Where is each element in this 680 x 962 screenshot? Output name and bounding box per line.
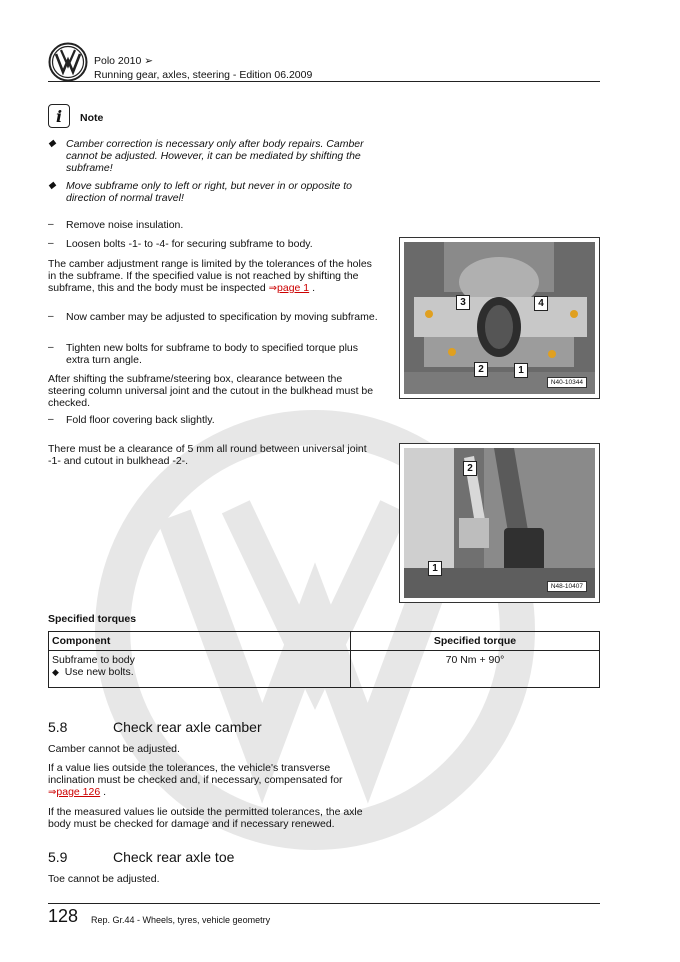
header-model: Polo 2010 ➢ [94, 55, 154, 67]
step-text: Fold floor covering back slightly. [66, 414, 215, 426]
footer-text: Rep. Gr.44 - Wheels, tyres, vehicle geometry [91, 915, 271, 925]
callout-label: 1 [514, 363, 528, 378]
section-number: 5.9 [48, 849, 68, 865]
section-paragraph: If the measured values lie outside the permitted tolerances, the axle body must be checked for damage and if necessary renewed. [48, 806, 363, 830]
figure-code: N40-10344 [547, 377, 587, 388]
universal-joint-figure [399, 443, 600, 603]
table-header-cell: Component [49, 632, 351, 651]
table-header-row [49, 632, 600, 651]
after-shifting-paragraph: After shifting the subframe/steering box, clearance between the steering column universal joint and the cutout in the bulkhead must be checked. [48, 373, 374, 409]
section-paragraph: Toe cannot be adjusted. [48, 873, 160, 885]
note-bullet [48, 138, 378, 174]
note-bullet-text: Camber correction is necessary only after body repairs. Camber cannot be adjusted. However, it can be mediated by shifting the subframe! [66, 138, 364, 174]
page-link[interactable]: page 1 [277, 282, 310, 294]
header-manual-title: Running gear, axles, steering - Edition 06.2009 [94, 69, 313, 81]
note-bullet [48, 180, 378, 204]
callout-label: 4 [534, 296, 548, 311]
subframe-bolts-figure [399, 237, 600, 399]
table-cell-component: Subframe to body ◆ Use new bolts. [49, 651, 351, 688]
table-cell-torque: 70 Nm + 90° [351, 651, 600, 688]
torques-title: Specified torques [48, 613, 137, 625]
step-text: Now camber may be adjusted to specification by moving subframe. [66, 311, 378, 323]
vw-logo [48, 42, 88, 82]
footer-divider [48, 903, 600, 904]
camber-range-paragraph: The camber adjustment range is limited by the tolerances of the holes in the subframe. If the specified value is not reached by shifting the subframe, this and the body must be inspected ⇒page 1 . [48, 258, 372, 294]
note-bullet-text: Move subframe only to left or right, but never in or opposite to direction of normal travel! [66, 180, 352, 204]
page-link[interactable]: page 126 [56, 786, 101, 798]
section-title: Check rear axle camber [113, 719, 262, 735]
callout-label: 2 [474, 362, 488, 377]
diamond-bullet-icon: ◆ [52, 667, 59, 677]
diamond-bullet-icon: ◆ [48, 138, 56, 149]
subframe-illustration [404, 242, 595, 394]
torques-table [48, 631, 600, 688]
callout-label: 1 [428, 561, 442, 576]
section-number: 5.8 [48, 719, 68, 735]
section-paragraph: Camber cannot be adjusted. [48, 743, 180, 755]
callout-label: 2 [463, 461, 477, 476]
info-icon: i [48, 104, 70, 128]
header-divider [48, 81, 600, 82]
table-row [49, 651, 600, 688]
link-arrow-icon: ⇒ [48, 787, 57, 798]
section-title: Check rear axle toe [113, 849, 235, 865]
step-text: Tighten new bolts for subframe to body to specified torque plus extra turn angle. [66, 342, 359, 366]
table-header-cell: Specified torque [351, 632, 600, 651]
clearance-paragraph: There must be a clearance of 5 mm all round between universal joint -1- and cutout in bulkhead -2-. [48, 443, 367, 467]
step-text: Loosen bolts -1- to -4- for securing subframe to body. [66, 238, 313, 250]
page-number: 128 [48, 906, 79, 926]
callout-label: 3 [456, 295, 470, 310]
transverse-inclination-paragraph: If a value lies outside the tolerances, the vehicle's transverse inclination must be checked and, if necessary, compensated for ⇒page 126 . [48, 762, 343, 798]
figure-code: N48-10407 [547, 581, 587, 592]
note-label: Note [80, 112, 104, 124]
diamond-bullet-icon: ◆ [48, 180, 56, 191]
step-text: Remove noise insulation. [66, 219, 184, 231]
link-arrow-icon: ⇒ [268, 283, 278, 294]
